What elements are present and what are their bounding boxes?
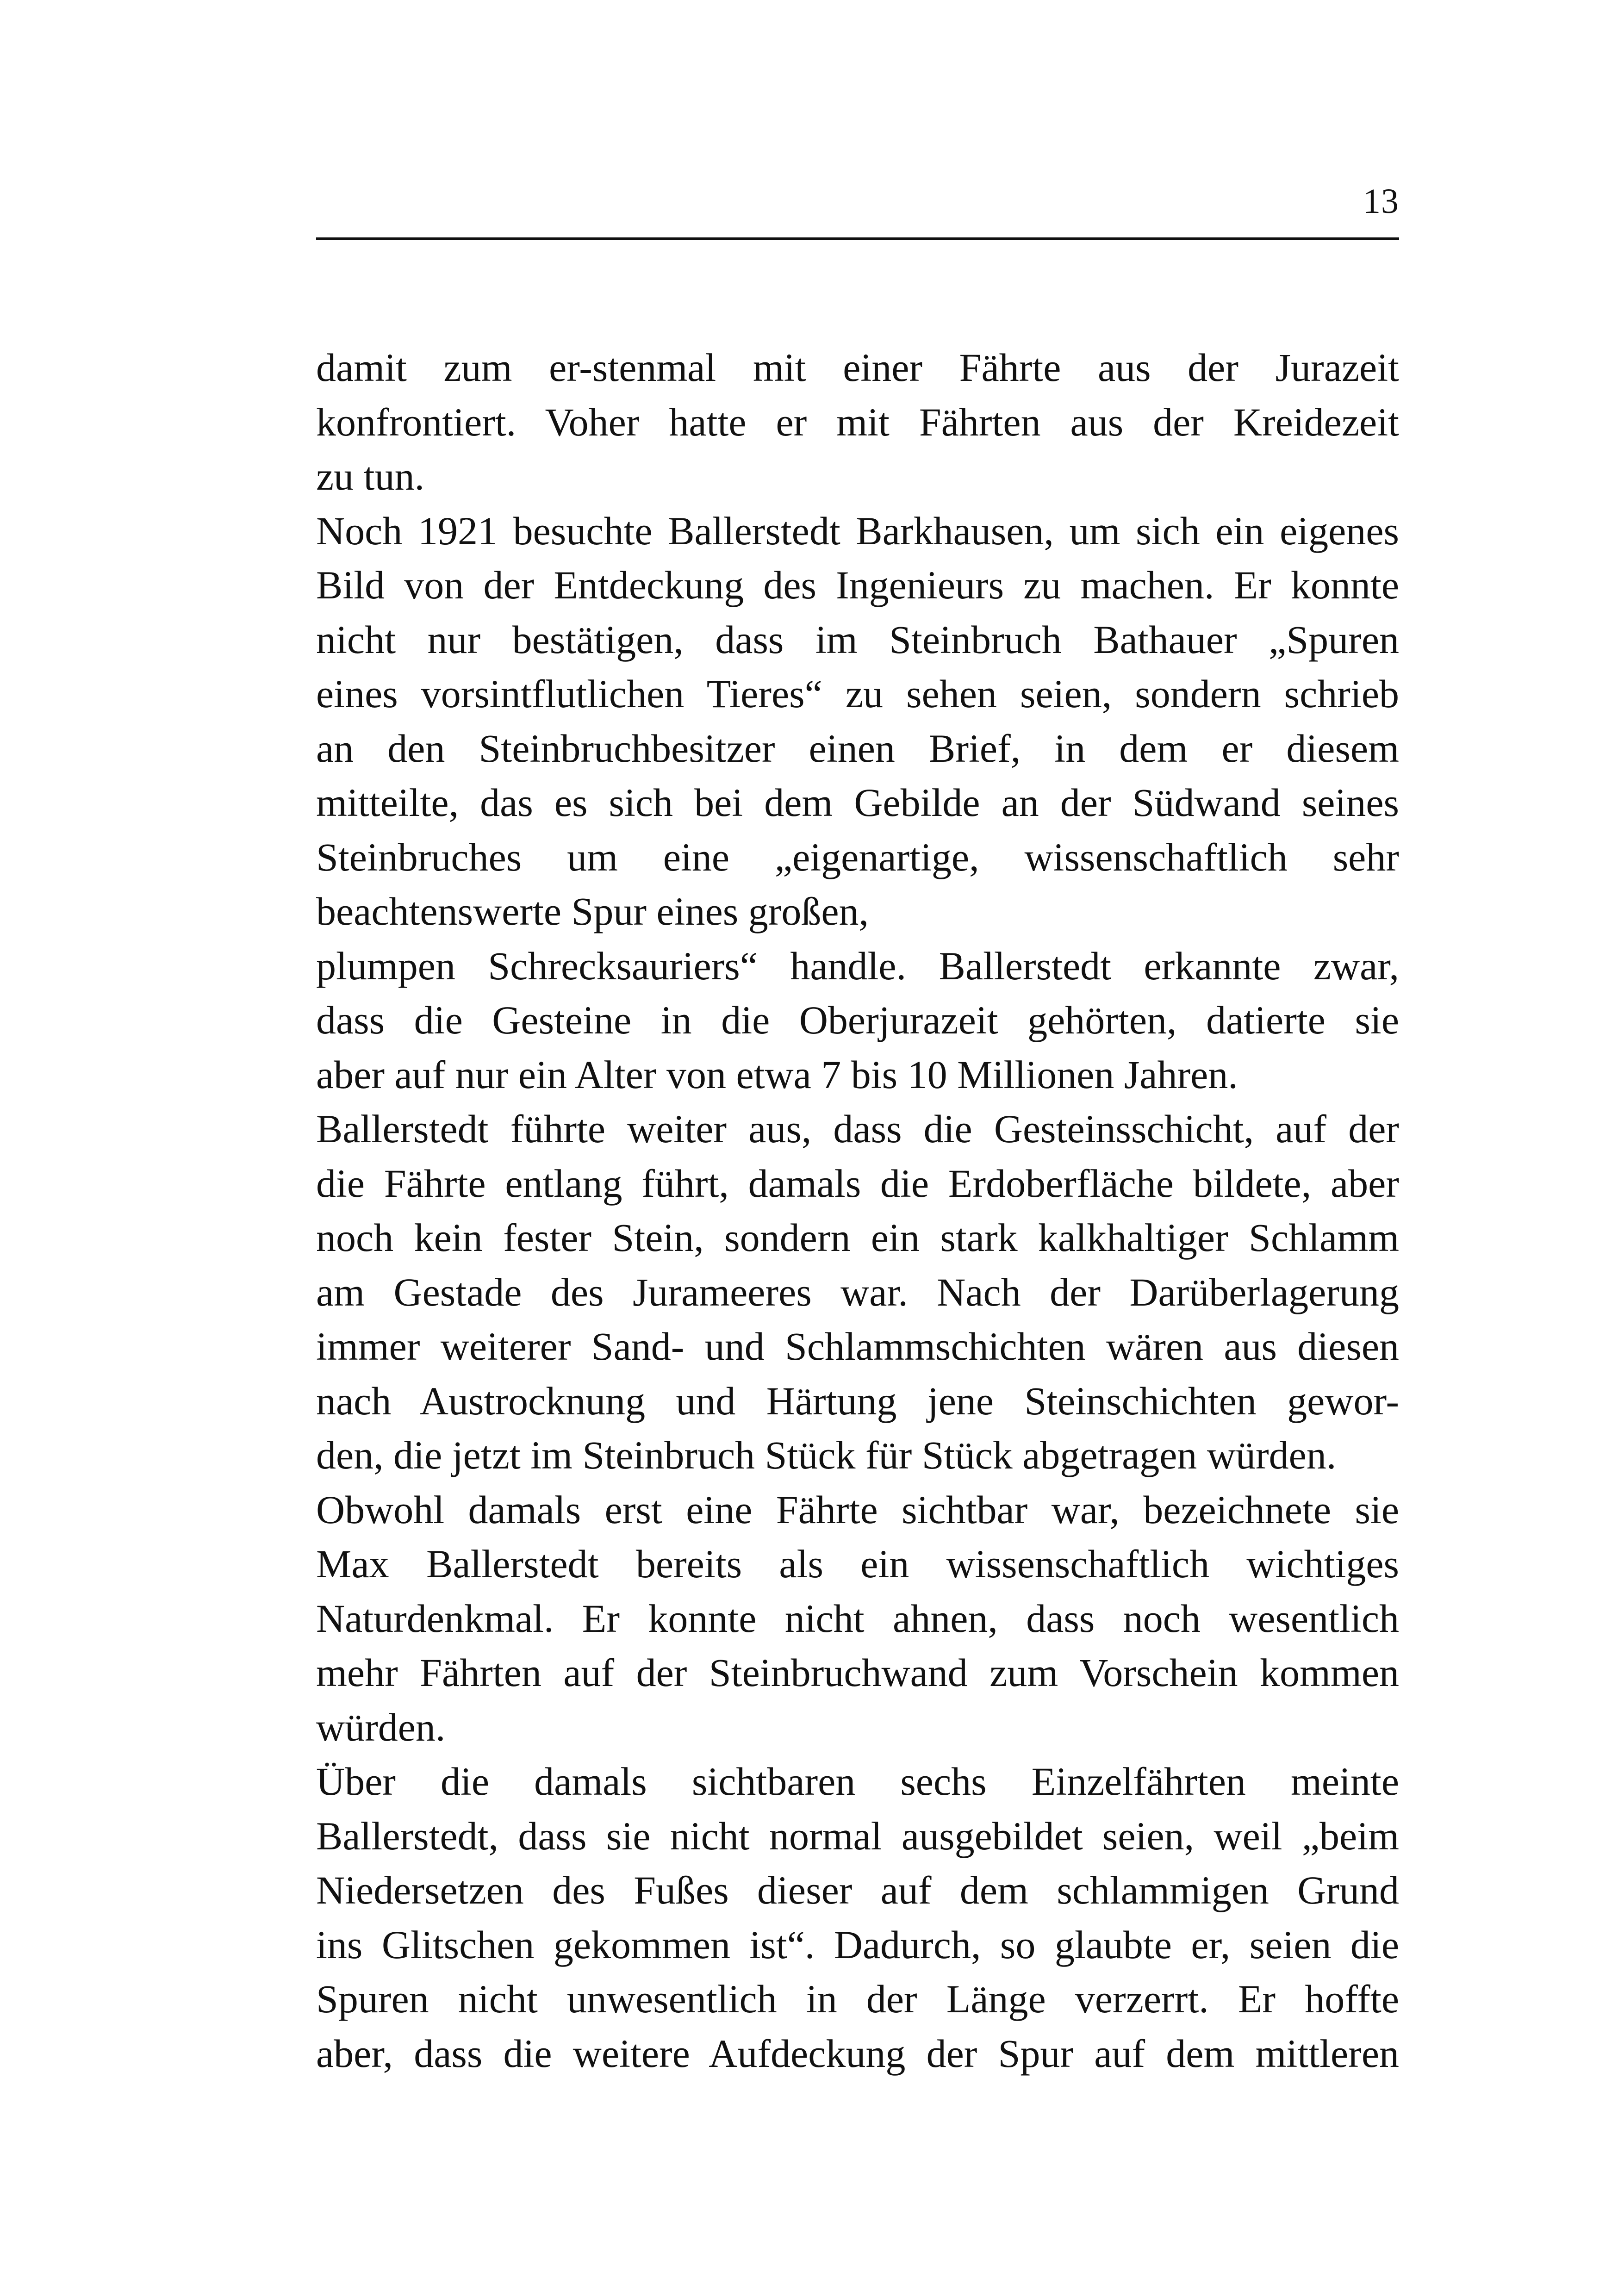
text-line: Noch 1921 besuchte Ballerstedt Barkhausen, um sich ein eigenes [316, 508, 1399, 553]
text-line: Spuren nicht unwesentlich in der Länge verzerrt. Er hoffte [316, 1977, 1399, 2021]
text-line: zu tun. [316, 454, 425, 498]
text-line: Obwohl damals erst eine Fährte sichtbar war, bezeichnete sie [316, 1487, 1399, 1532]
text-line: aber auf nur ein Alter von etwa 7 bis 10 Millionen Jahren. [316, 1052, 1238, 1097]
text-line: würden. [316, 1705, 446, 1749]
text-line: Bild von der Entdeckung des Ingenieurs zu machen. Er konnte [316, 563, 1399, 607]
text-line: Über die damals sichtbaren sechs Einzelfährten meinte [316, 1759, 1399, 1804]
text-line: Ballerstedt führte weiter aus, dass die Gesteinsschicht, auf der [316, 1107, 1399, 1151]
text-line: mehr Fährten auf der Steinbruchwand zum Vorschein kommen [316, 1650, 1399, 1695]
text-line: immer weiterer Sand- und Schlammschichten wären aus diesen [316, 1324, 1399, 1369]
text-line: konfrontiert. Voher hatte er mit Fährten aus der Kreidezeit [316, 399, 1399, 444]
text-line: die Fährte entlang führt, damals die Erdoberfläche bildete, aber [316, 1161, 1399, 1206]
text-line: Niedersetzen des Fußes dieser auf dem schlammigen Grund [316, 1868, 1399, 1912]
text-line: an den Steinbruchbesitzer einen Brief, in dem er diesem [316, 726, 1399, 771]
text-line: am Gestade des Jurameeres war. Nach der Darüberlagerung [316, 1269, 1399, 1314]
page-header [316, 178, 1399, 243]
text-line: Naturdenkmal. Er konnte nicht ahnen, dass noch wesentlich [316, 1596, 1399, 1641]
text-line: nach Austrocknung und Härtung jene Steinschichten gewor- [316, 1378, 1399, 1423]
text-line: plumpen Schrecksauriers“ handle. Ballerstedt erkannte zwar, [316, 943, 1399, 988]
text-line: Ballerstedt, dass sie nicht normal ausgebildet seien, weil „beim [316, 1813, 1399, 1858]
text-line: damit zum er-stenmal mit einer Fährte aus der Jurazeit [316, 345, 1399, 390]
text-line: beachtenswerte Spur eines großen, [316, 889, 869, 933]
text-line: Max Ballerstedt bereits als ein wissenschaftlich wichtiges [316, 1542, 1399, 1586]
text-line: aber, dass die weitere Aufdeckung der Spur auf dem mittleren [316, 2031, 1399, 2076]
text-line: den, die jetzt im Steinbruch Stück für Stück abgetragen würden. [316, 1433, 1337, 1477]
text-line: dass die Gesteine in die Oberjurazeit gehörten, datierte sie [316, 998, 1399, 1042]
text-line: ins Glitschen gekommen ist“. Dadurch, so glaubte er, seien die [316, 1922, 1399, 1967]
header-rule [316, 237, 1399, 240]
text-line: mitteilte, das es sich bei dem Gebilde an der Südwand seines [316, 780, 1399, 825]
page-number: 13 [1363, 182, 1399, 221]
text-line: noch kein fester Stein, sondern ein stark kalkhaltiger Schlamm [316, 1215, 1399, 1260]
text-line: nicht nur bestätigen, dass im Steinbruch Bathauer „Spuren [316, 617, 1399, 662]
text-line: eines vorsintflutlichen Tieres“ zu sehen seien, sondern schrieb [316, 672, 1399, 716]
text-line: Steinbruches um eine „eigenartige, wissenschaftlich sehr [316, 834, 1399, 879]
body-text [316, 341, 1399, 2081]
